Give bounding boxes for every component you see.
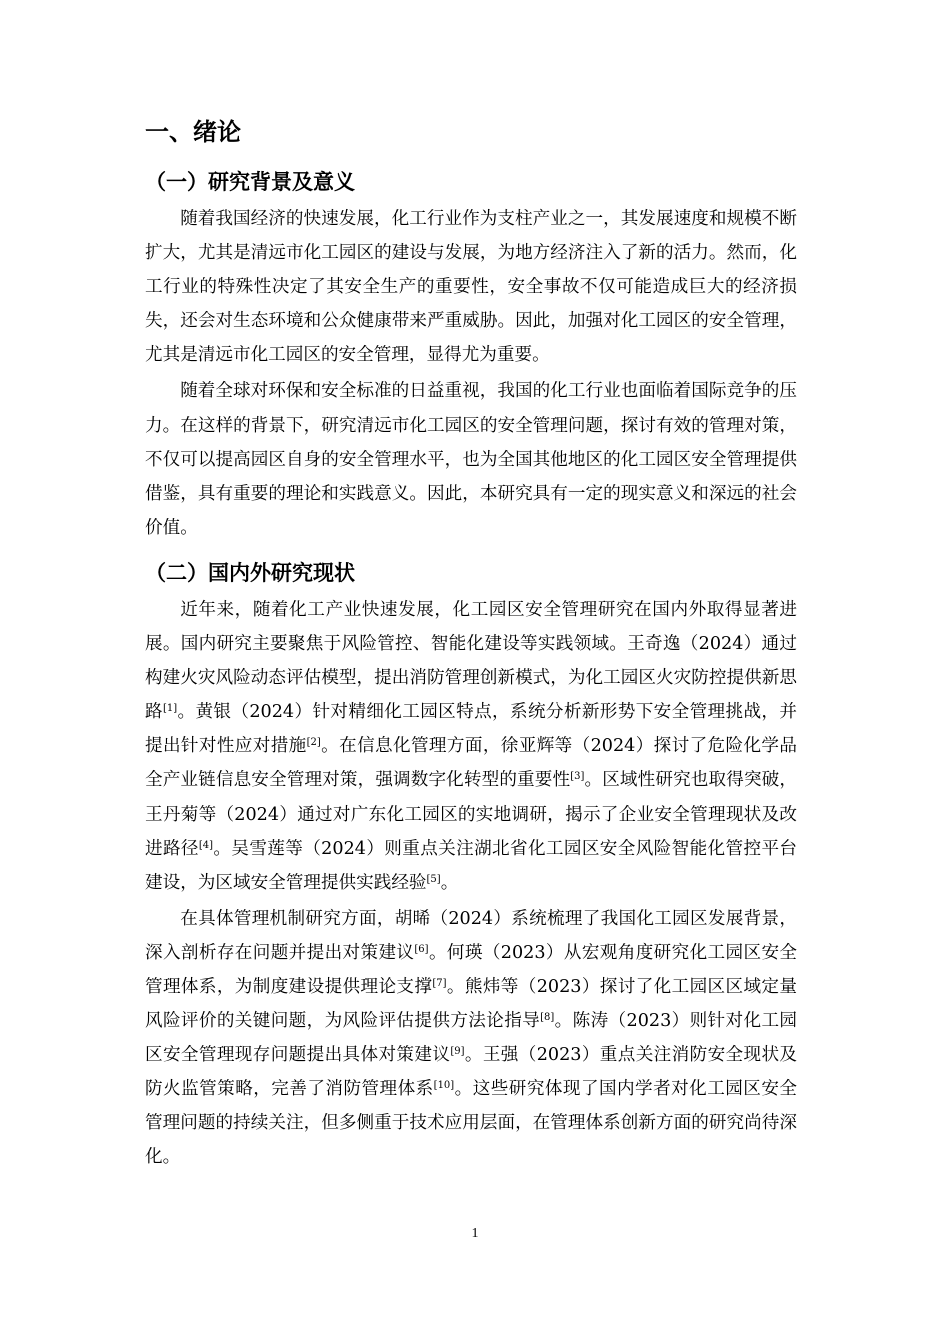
paragraph-text: 在具体管理机制研究方面，胡晞（2024）系统梳理了我国化工园区发展背景，深入剖析存在问题并提出对策建议 [145,908,797,963]
paragraph [145,593,797,900]
paragraph-text: 近年来，随着化工产业快速发展，化工园区安全管理研究在国内外取得显著进展。国内研究主要聚焦于风险管控、智能化建设等实践领域。王奇逸（2024）通过构建火灾风险动态评估模型，提出消防管理创新模式，为化工园区火灾防控提供新思路 [145,599,797,723]
paragraph-text: 。 [440,872,459,893]
paragraph-text: 。吴雪莲等（2024）则重点关注湖北省化工园区安全风险智能化管控平台建设，为区域安全管理提供实践经验 [145,838,797,893]
paragraph-text: 随着全球对环保和安全标准的日益重视，我国的化工行业也面临着国际竞争的压力。在这样的背景下，研究清远市化工园区的安全管理问题，探讨有效的管理对策，不仅可以提高园区自身的安全管理水平，也为全国其他地区的化工园区安全管理提供借鉴，具有重要的理论和实践意义。因此，本研究具有一定的现实意义和深远的社会价值。 [145,381,797,538]
citation-marker: [8] [540,1012,555,1024]
citation-marker: [7] [432,977,447,989]
paragraph-text: 。熊炜等（2023）探讨了化工园区区域定量风险评价的关键问题，为风险评估提供方法论指导 [145,976,797,1032]
paragraph-text: 。在信息化管理方面，徐亚辉等（2024）探讨了危险化学品全产业链信息安全管理对策，强调数字化转型的重要性 [145,736,797,791]
document-body [145,112,797,1177]
page-number: 1 [471,1226,479,1241]
citation-marker: [4] [198,839,214,851]
citation-marker: [1] [162,703,178,715]
paragraph [145,202,797,372]
section-heading: （一）研究背景及意义 [145,170,355,194]
paragraph-text: 。区域性研究也取得突破，王丹菊等（2024）通过对广东化工园区的实地调研，揭示了企业安全管理现状及改进路径 [145,770,797,859]
paragraph-text: 随着我国经济的快速发展，化工行业作为支柱产业之一，其发展速度和规模不断扩大，尤其是清远市化工园区的建设与发展，为地方经济注入了新的活力。然而，化工行业的特殊性决定了其安全生产的重要性，安全事故不仅可能造成巨大的经济损失，还会对生态环境和公众健康带来严重威胁。因此，加强对化工园区的安全管理，尤其是清远市化工园区的安全管理，显得尤为重要。 [145,209,797,366]
citation-marker: [5] [426,873,441,885]
citation-marker: [10] [433,1080,455,1092]
section-research-status [145,555,797,1175]
citation-marker: [9] [450,1046,465,1058]
paragraph-text: 。黄银（2024）针对精细化工园区特点，系统分析新形势下安全管理挑战，并提出针对性应对措施 [145,702,797,757]
paragraph [145,374,797,544]
section-background [145,164,797,545]
citation-marker: [3] [570,771,585,783]
paragraph-text: 。何瑛（2023）从宏观角度研究化工园区安全管理体系，为制度建设提供理论支撑 [145,942,797,997]
paragraph-text: 。这些研究体现了国内学者对化工园区安全管理问题的持续关注，但多侧重于技术应用层面，在管理体系创新方面的研究尚待深化。 [145,1079,797,1168]
paragraph-text: 。陈涛（2023）则针对化工园区安全管理现存问题提出具体对策建议 [145,1011,797,1066]
section-heading: （二）国内外研究现状 [145,560,355,585]
citation-marker: [2] [306,737,321,749]
chapter-title: 一、绪论 [145,118,241,146]
paragraph-text: 。王强（2023）重点关注消防安全现状及防火监管策略，完善了消防管理体系 [145,1045,797,1100]
citation-marker: [6] [414,943,429,955]
paragraph [145,902,797,1175]
